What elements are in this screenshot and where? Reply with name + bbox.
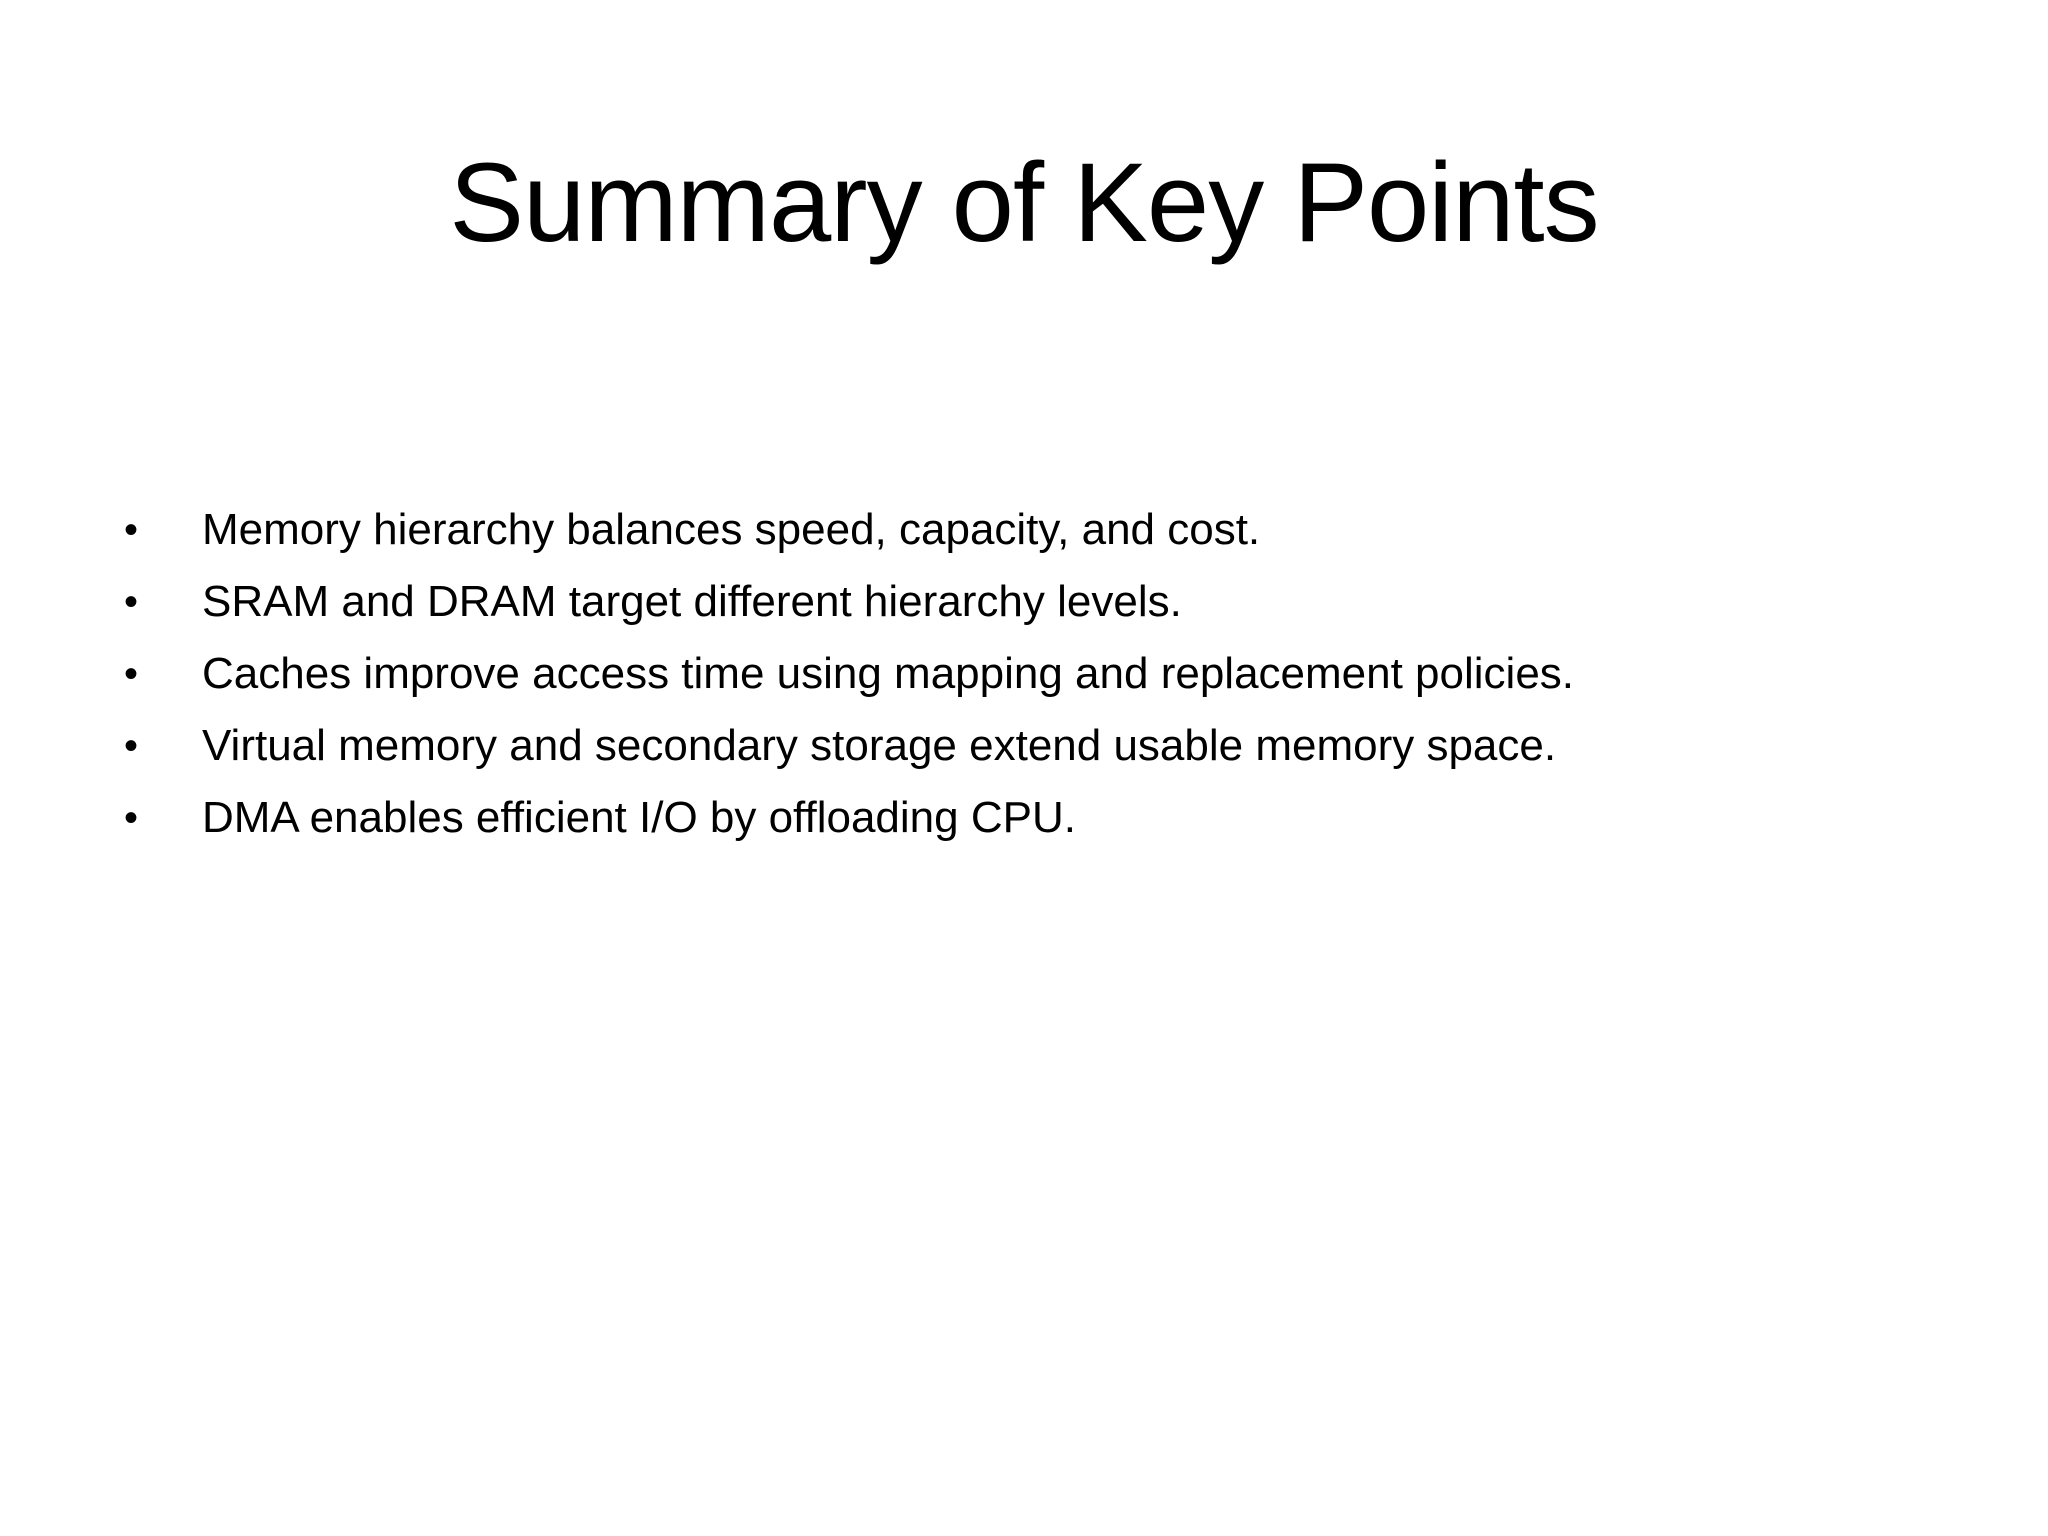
list-item bbox=[124, 782, 1984, 854]
bullet-list bbox=[124, 494, 1984, 854]
list-item bbox=[124, 494, 1984, 566]
bullet-icon: • bbox=[124, 796, 139, 840]
slide-title: Summary of Key Points bbox=[449, 140, 1599, 265]
list-item bbox=[124, 566, 1984, 638]
bullet-text: DMA enables efficient I/O by offloading CPU. bbox=[202, 793, 1076, 842]
bullet-icon: • bbox=[124, 724, 139, 768]
bullet-icon: • bbox=[124, 652, 139, 696]
list-item bbox=[124, 710, 1984, 782]
bullet-text: Memory hierarchy balances speed, capacity, and cost. bbox=[202, 505, 1261, 554]
bullet-text: Virtual memory and secondary storage extend usable memory space. bbox=[202, 721, 1557, 770]
bullet-text: Caches improve access time using mapping and replacement policies. bbox=[202, 649, 1575, 698]
bullet-icon: • bbox=[124, 580, 139, 624]
list-item bbox=[124, 638, 1984, 710]
bullet-icon: • bbox=[124, 508, 139, 552]
bullet-text: SRAM and DRAM target different hierarchy levels. bbox=[202, 577, 1182, 626]
